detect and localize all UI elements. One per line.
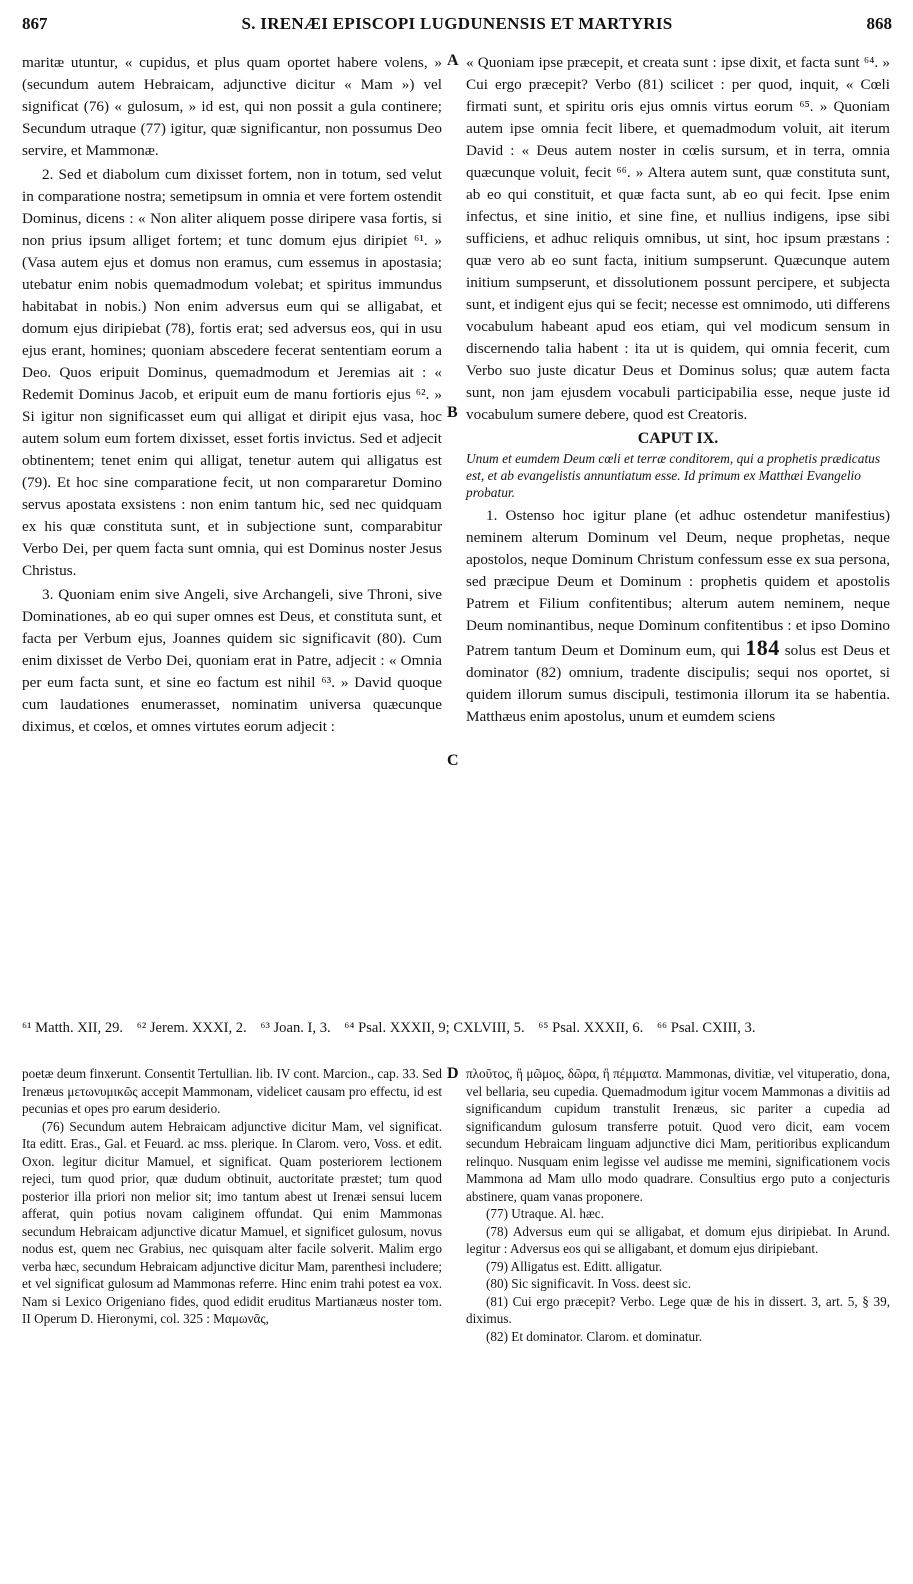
body-paragraph: « Quoniam ipse præcepit, et creata sunt : ipse dixit, et facta sunt ⁶⁴. » Cui ergo præcepit? Verbo (81) scilicet : per quod, inquit, « Cœli firmati sunt, et spiritu oris ejus omnis virtus eorum ⁶⁵. » Quoniam autem ipse omnia fecit libere, et quemadmodum voluit, ait iterum David : « Deus autem noster in cœlis sursum, et in terra, omnia quæcunque voluit, fecit ⁶⁶. » Altera autem sunt, quæ constituta sunt, ab eo qui constituit, et quæ facta sunt, ab eo qui fecit. Ipse enim infectus, et sine initio, et sine fine, et nullius indigens, ipse sibi sufficiens, et adhuc reliquis omnibus, ut sint, hoc ipsum præstans : quæ vero ab eo sunt facta, initium sumpserunt. Quæcunque autem initium sumpserunt, et dissolutionem possunt percipere, et subjecta sunt, et indigent ejus qui se fecit; necesse est omnimodo, uti differens vocabulum habeant apud eos etiam, qui vel modicum sensum in discernendo talia habent : ita ut is quidem, qui omnia fecerit, cum Verbo suo juste dicatur Deus et Dominus solus; quæ autem facta sunt, non jam ejusdem vocabuli participabilia esse, neque juste id vocabulum sumere debere, quod est Creatoris. — [466, 54, 890, 423]
margin-marker-a: A — [447, 52, 459, 69]
footnote: (81) Cui ergo præcepit? Verbo. Lege quæ de his in dissert. 3, art. 5, § 39, diximus. — [466, 1293, 890, 1326]
body-paragraph: maritæ utuntur, « cupidus, et plus quam oportet habere volens, » (secundum autem Hebraicam, adjunctive dicitur « Mam ») vel significat (76) « gulosum, » id est, qui non possit a gula continere; Secundum utraque (77) igitur, quæ significantur, non possumus Deo servire, et Mammonæ. — [22, 54, 442, 159]
left-notes-column — [22, 1065, 442, 1328]
edition-page-number: 184 — [745, 635, 780, 660]
paragraph-text: solus est Deus et dominator (82) omnium, tradente discipulis; sequi nos oportet, si quidem illorum sumus discipuli, testimonia illorum ita se habentia. Matthæus enim apostolus, unum et eumdem sciens — [466, 642, 890, 725]
left-body-column — [22, 52, 442, 738]
chapter-heading: CAPUT IX. — [637, 430, 719, 447]
body-paragraph: 2. Sed et diabolum cum dixisset fortem, non in totum, sed velut in comparatione nostra; semetipsum in omnia et vere fortem ostendit Dominus, dicens : « Non aliter aliquem posse diripere vasa fortis, si non prius ipsum alliget fortem; et tunc domum ejus diripiet ⁶¹. » (Vasa autem ejus et domus non eramus, cum essemus in apostasia; utebatur enim nobis quemadmodum volebat; et spiritus immundus habitabat in nobis.) Non enim adversus eum qui se alligabat, et domum ejus diripiebat (78), fortis erat; sed adversus eos, qui in usu ejus erant, homines; quoniam abscedere fecerat sententiam eorum a Deo. Quos eripuit Dominus, quemadmodum et Jeremias ait : « Redemit Dominus Jacob, et eripuit eum de manu fortioris ejus ⁶². » Si igitur non significasset eum qui alligat et diripit ejus vasa, hoc autem solum eum fortem dixisset, esset fortis invictus. Sed et adjecit obtinentem; tenet enim qui alligat, tenetur autem qui alligatus est (79). Et hoc sine comparatione fecit, ut non compararetur Domino servus apostata exsistens : non enim tantum hic, sed nec quidquam ex his quæ constituta sunt, et in subjectione sunt, comparabitur Verbo Dei, per quem facta sunt omnia, qui est Dominus noster Jesus Christus. — [22, 166, 442, 579]
scripture-ref: ⁶⁵ Psal. XXXII, 6. — [538, 1020, 644, 1036]
scripture-references — [22, 1018, 890, 1038]
running-title: S. IRENÆI EPISCOPI LUGDUNENSIS ET MARTYRIS — [241, 14, 673, 33]
body-paragraph — [466, 505, 890, 728]
footnote: (76) Secundum autem Hebraicam adjunctive dicitur Mam, vel significat. Ita editt. Eras., Gal. et Feuard. ac mss. plerique. In Clarom. vero, Voss. et edit. Oxon. legitur dicitur Mamuel, et significat. Quam posteriorem lectionem rejeci, tum quod prior, quæ dudum obtinuit, auctoritate præstet; tum quod posterior illa priori non melior sit; imo tantum abest ut Irenæi sensui lucem afferat, quin potius novam caliginem offundat. Qui enim Mammonas secundum Hebraicam adjunctive dicatur Mamuel, et significet gulosum, novus nodus est, quem nec Grabius, nec quisquam alter facile solverit. Malim ergo verba hæc, secundum Hebraicam adjunctive dicitur Mam, parenthesi includere; et vel significat gulosum ad Mammonas referre. Hinc enim trahi potest ea vox. Nam si Lexico Origeniano fides, quod edidit eruditus Martianæus noster tom. II Operum D. Hieronymi, col. 325 : Μαμωνᾶς, — [22, 1118, 442, 1326]
scripture-ref: ⁶⁶ Psal. CXIII, 3. — [656, 1020, 756, 1036]
footnote: (77) Utraque. Al. hæc. — [486, 1206, 604, 1221]
footnote: (79) Alligatus est. Editt. alligatur. — [486, 1258, 663, 1274]
scripture-ref: ⁶² Jerem. XXXI, 2. — [136, 1020, 247, 1036]
right-page-number: 868 — [866, 14, 892, 33]
margin-marker-b: B — [447, 404, 458, 421]
scripture-ref: ⁶¹ Matth. XII, 29. — [22, 1020, 124, 1036]
scripture-ref: ⁶³ Joan. I, 3. — [260, 1020, 331, 1036]
scripture-ref: ⁶⁴ Psal. XXXII, 9; CXLVIII, 5. — [344, 1020, 525, 1036]
running-header — [22, 10, 892, 40]
body-paragraph: 3. Quoniam enim sive Angeli, sive Archangeli, sive Throni, sive Dominationes, ab eo qui super omnes est Deus, et constituta sunt, et facta per Verbum ejus, Joannes quidem sic significavit (80). Cum enim dixisset de Verbo Dei, quoniam erat in Patre, adjecit : « Omnia per eum facta sunt, et sine eo factum est nihil ⁶³. » David quoque cum laudationes enumerasset, nominatim universa quæcunque diximus, et cœlos, et omnes virtutes eorum adjecit : — [22, 586, 442, 735]
margin-marker-c: C — [447, 752, 459, 769]
footnote: (82) Et dominator. Clarom. et dominatur. — [486, 1328, 703, 1344]
margin-marker-d: D — [447, 1065, 459, 1082]
footnote: (80) Sic significavit. In Voss. deest sic. — [486, 1276, 691, 1291]
footnote: πλοῦτος, ἢ μῶμος, δῶρα, ἢ πέμματα. Mammonas, divitiæ, vel vituperatio, dona, vel bellaria, seu cupedia. Quemadmodum igitur vocem Mammonas a divitiis ad significandum cupidum transtulit Irenæus, sic pariter a cupedia ad significandum gulosum transferre potuit. Quod vero dicit, eam vocem secundum Hebraicam linguam adjunctive dici Mam, peritioribus explicandum relinquo. Nusquam enim legisse vel audisse me memini, significationem vocis Mammona ad Mam ullo modo quadrare. Consultius ergo puto a conjecturis abstinere, quam vanas proponere. — [466, 1066, 890, 1204]
footnote: (78) Adversus eum qui se alligabat, et domum ejus diripiebat. In Arund. legitur : Adversus eos qui se alligabant, et domum ejus diripiebant. — [466, 1223, 890, 1256]
right-notes-column — [466, 1065, 890, 1345]
left-page-number: 867 — [22, 14, 48, 33]
paragraph-text: 1. Ostenso hoc igitur plane (et adhuc ostendetur manifestius) neminem alterum Dominum vel Deum, neque prophetas, neque apostolos, neque Dominum Christum confessum esse ex sua persona, sed præcipue Deum et Dominum : prophetis quidem et apostolis Patrem et Filium confitentibus; alterum autem neminem, neque Deum nominantibus, neque Dominum confitentibus : et ipso Domino Patrem tantum Deum et Dominum eum, qui — [466, 507, 890, 659]
chapter-summary: Unum et eumdem Deum cœli et terræ conditorem, qui a prophetis prædicatus est, et ab evangelistis annuntiatum esse. Id primum ex Matthæi Evangelio probatur. — [466, 451, 881, 500]
right-body-column — [466, 52, 890, 728]
footnote: poetæ deum finxerunt. Consentit Tertullian. lib. IV cont. Marcion., cap. 33. Sed Irenæus μετωνυμικῶς accepit Mammonam, videlicet causam pro effectu, id est pecunias et opes pro earum desiderio. — [22, 1066, 442, 1116]
